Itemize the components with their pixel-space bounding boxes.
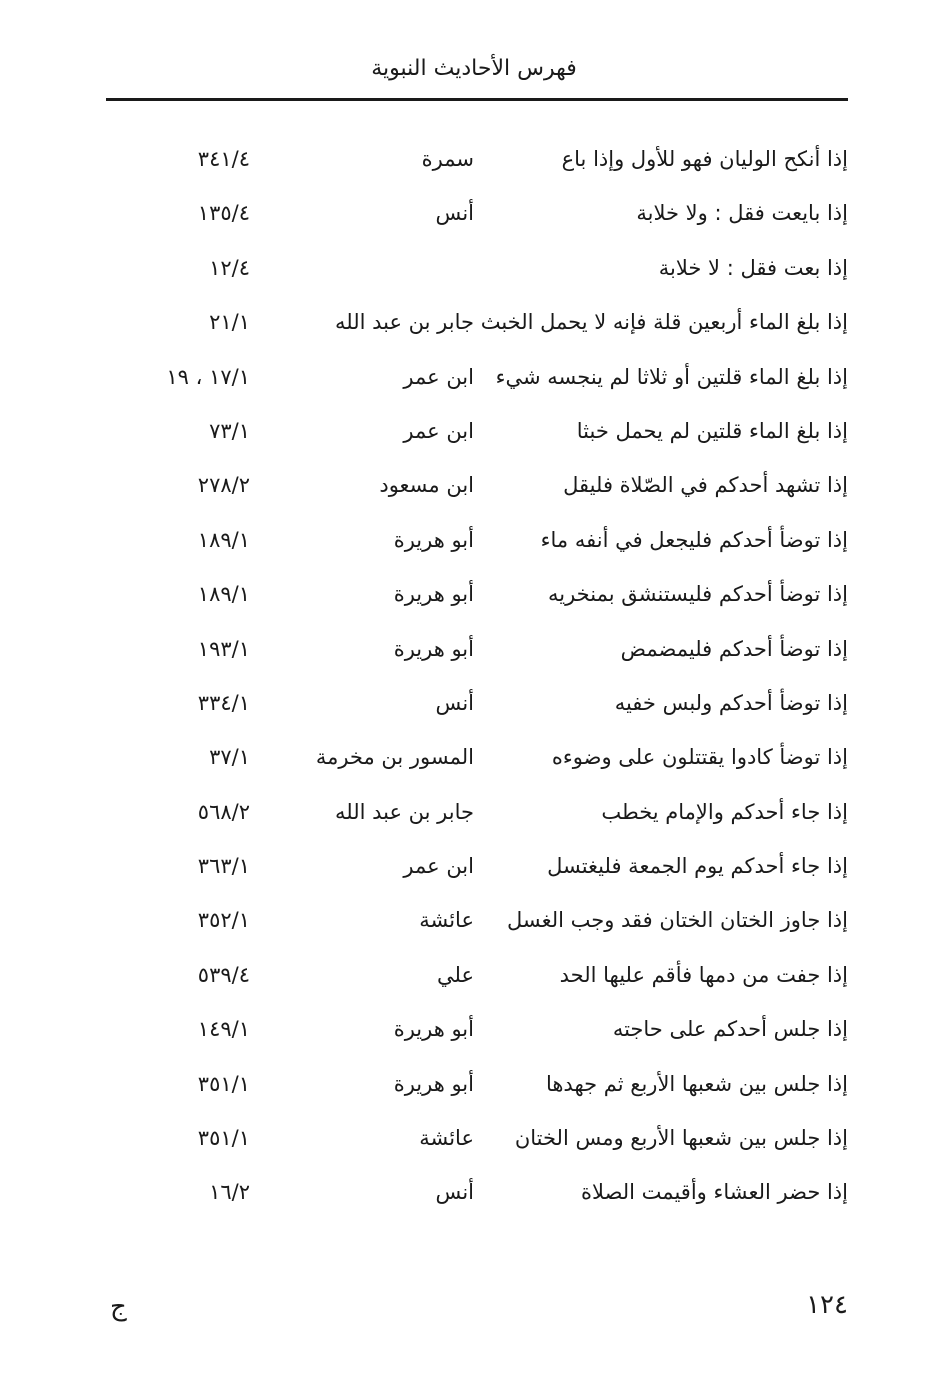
index-row <box>106 1062 848 1116</box>
volume-page-ref: ١٢/٤ <box>209 255 250 280</box>
index-row <box>106 735 848 789</box>
index-row <box>106 409 848 463</box>
hadith-text: إذا جلس أحدكم على حاجته <box>612 1017 848 1042</box>
hadith-text: إذا جاء أحدكم يوم الجمعة فليغتسل <box>547 854 848 879</box>
narrator-name: جابر بن عبد الله <box>334 799 474 824</box>
volume-page-ref: ٢٧٨/٢ <box>197 473 250 498</box>
narrator-name: أنس <box>435 690 474 715</box>
volume-page-ref: ٣٥١/١ <box>197 1126 250 1151</box>
narrator-name: أبو هريرة <box>393 1017 474 1042</box>
narrator-name: ابن عمر <box>403 854 474 879</box>
hadith-text: إذا جلس بين شعبها الأربع ومس الختان <box>514 1126 848 1151</box>
narrator-name: أنس <box>435 201 474 226</box>
narrator-name: عائشة <box>419 1126 474 1151</box>
volume-page-ref: ٣٥٢/١ <box>197 908 250 933</box>
index-row <box>106 518 848 572</box>
index-row <box>106 246 848 300</box>
narrator-name: عائشة <box>419 908 474 933</box>
volume-page-ref: ٥٦٨/٢ <box>197 799 250 824</box>
index-row <box>106 355 848 409</box>
index-row <box>106 953 848 1007</box>
index-row <box>106 627 848 681</box>
index-row <box>106 191 848 245</box>
hadith-text: إذا تشهد أحدكم في الصّلاة فليقل <box>563 473 848 498</box>
hadith-text: إذا توضأ كادوا يقتتلون على وضوءه <box>551 745 848 770</box>
narrator-name: ابن مسعود <box>379 473 474 498</box>
index-row <box>106 572 848 626</box>
index-row <box>106 300 848 354</box>
index-row <box>106 898 848 952</box>
hadith-text: إذا جلس بين شعبها الأربع ثم جهدها <box>545 1071 848 1096</box>
narrator-name: سمرة <box>421 147 474 171</box>
volume-page-ref: ٧٣/١ <box>209 418 250 443</box>
index-row <box>106 790 848 844</box>
volume-page-ref: ٣٣٤/١ <box>197 690 250 715</box>
volume-page-ref: ٢١/١ <box>209 310 250 335</box>
hadith-text: إذا أنكح الوليان فهو للأول وإذا باع <box>561 147 848 171</box>
index-row <box>106 681 848 735</box>
volume-page-ref: ١٨٩/١ <box>197 527 250 552</box>
page-number: ١٢٤ <box>806 1290 848 1320</box>
header-rule <box>106 98 848 101</box>
hadith-text: إذا بايعت فقل : ولا خلابة <box>636 201 848 226</box>
index-row <box>106 137 848 191</box>
volume-page-ref: ١٨٩/١ <box>197 582 250 607</box>
hadith-text: إذا بعت فقل : لا خلابة <box>658 255 848 280</box>
hadith-text: إذا بلغ الماء قلتين لم يحمل خبثا <box>576 418 848 443</box>
hadith-text: إذا حضر العشاء وأقيمت الصلاة <box>581 1180 848 1205</box>
hadith-text: إذا توضأ أحدكم فليجعل في أنفه ماء <box>540 527 848 552</box>
narrator-name: المسور بن مخرمة <box>315 745 474 770</box>
volume-page-ref: ٥٣٩/٤ <box>197 962 250 987</box>
volume-page-ref: ٣٦٣/١ <box>197 854 250 879</box>
hadith-text: إذا بلغ الماء أربعين قلة فإنه لا يحمل الخبث <box>480 310 848 335</box>
hadith-text: إذا توضأ أحدكم ولبس خفيه <box>614 690 848 715</box>
running-header-title: فهرس الأحاديث النبوية <box>371 56 577 81</box>
hadith-text: إذا جفت من دمها فأقم عليها الحد <box>559 962 848 987</box>
index-row <box>106 1116 848 1170</box>
hadith-text: إذا توضأ أحدكم فليستنشق بمنخريه <box>547 582 848 607</box>
index-row <box>106 463 848 517</box>
volume-page-ref: ١٤٩/١ <box>197 1017 250 1042</box>
index-row <box>106 1170 848 1224</box>
narrator-name: أبو هريرة <box>393 1071 474 1096</box>
narrator-name: ابن عمر <box>403 418 474 443</box>
volume-page-ref: ٣٤١/٤ <box>197 147 250 171</box>
hadith-text: إذا توضأ أحدكم فليمضمض <box>620 636 848 661</box>
narrator-name: أبو هريرة <box>393 582 474 607</box>
narrator-name: علي <box>437 962 474 987</box>
volume-page-ref: ٣٥١/١ <box>197 1071 250 1096</box>
index-row <box>106 844 848 898</box>
hadith-text: إذا جاوز الختان الختان فقد وجب الغسل <box>506 908 848 933</box>
hadith-text: إذا جاء أحدكم والإمام يخطب <box>601 799 848 824</box>
volume-page-ref: ١٦/٢ <box>209 1180 250 1205</box>
hadith-text: إذا بلغ الماء قلتين أو ثلاثا لم ينجسه شيء <box>495 364 848 389</box>
hadith-index-table <box>106 137 848 1225</box>
narrator-name: أبو هريرة <box>393 636 474 661</box>
volume-page-ref: ٣٧/١ <box>209 745 250 770</box>
volume-page-ref: ١٣٥/٤ <box>197 201 250 226</box>
narrator-name: جابر بن عبد الله <box>334 310 474 335</box>
volume-page-ref: ١٧/١ ، ١٩ <box>166 364 250 389</box>
volume-page-ref: ١٩٣/١ <box>197 636 250 661</box>
narrator-name: أبو هريرة <box>393 527 474 552</box>
index-row <box>106 1007 848 1061</box>
narrator-name: ابن عمر <box>403 364 474 389</box>
narrator-name: أنس <box>435 1180 474 1205</box>
signature-mark: ج <box>110 1292 127 1322</box>
